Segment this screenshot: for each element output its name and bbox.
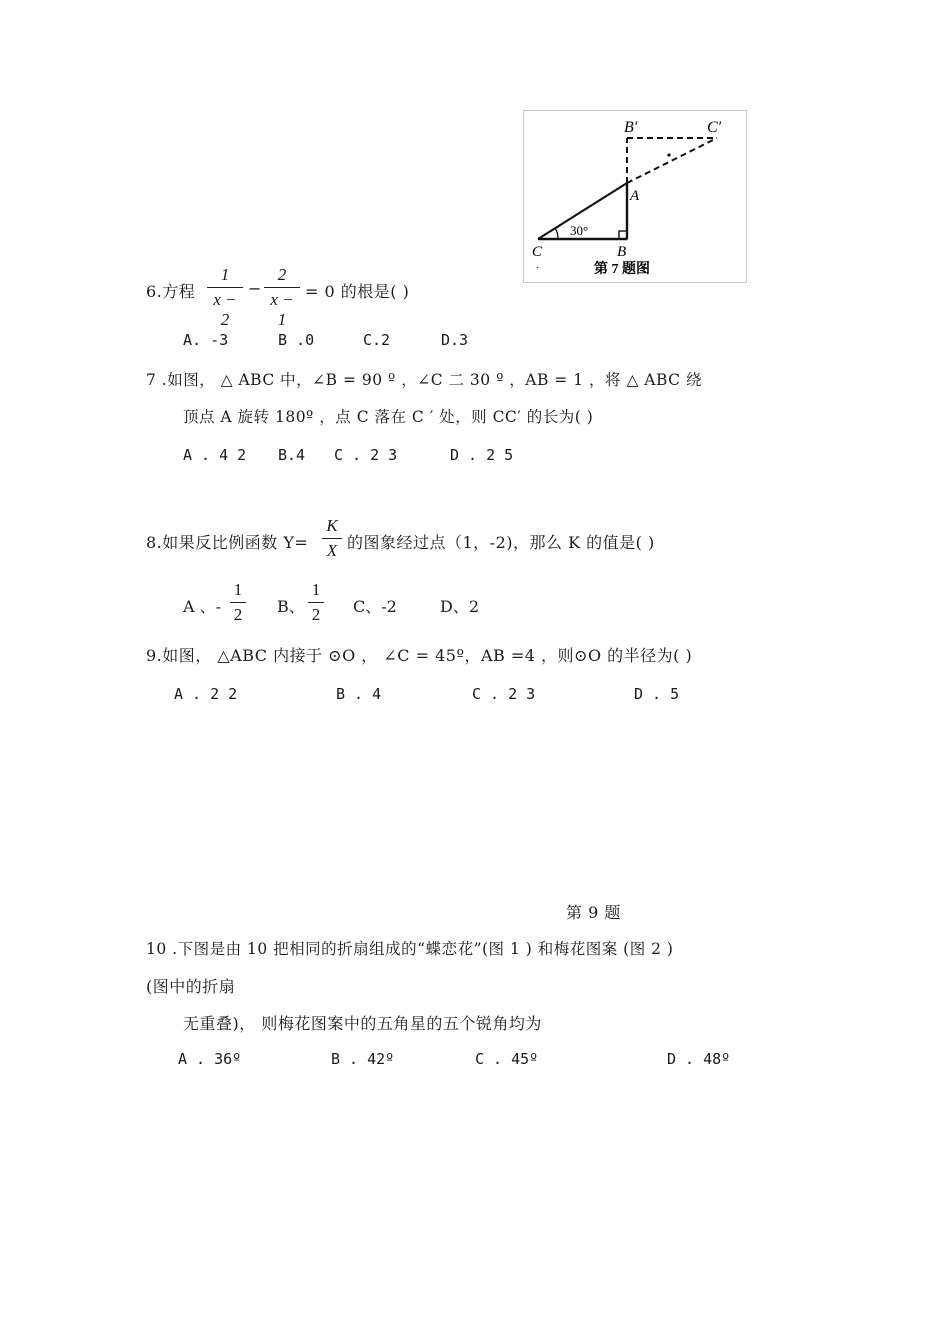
q8-option-b-fraction [308, 580, 324, 625]
q8-suffix: 的图象经过点（1，-2)，那么 K 的值是( ) [347, 533, 655, 552]
q6-option-d: D.3 [441, 331, 469, 349]
dot-small: · [536, 263, 540, 274]
q6-option-a: A. -3 [183, 331, 229, 349]
q10-option-d: D . 48º [667, 1050, 731, 1068]
q6-frac1-den: x − 2 [213, 290, 237, 329]
q6-minus: − [248, 279, 262, 298]
q8-opt-a-num: 1 [233, 580, 243, 599]
label-a: A [630, 188, 640, 204]
label-c-prime: C′ [707, 119, 722, 136]
figure-7-caption: 第 7 题图 [594, 262, 650, 277]
q8-prefix: 8.如果反比例函数 Y= [146, 533, 309, 552]
q8-option-a-fraction [230, 580, 246, 625]
q7-option-d: D . 2 5 [450, 446, 514, 464]
q8-frac-num: K [326, 516, 338, 535]
q7-option-a: A . 4 2 [183, 446, 247, 464]
angle-arc [555, 228, 558, 239]
dot-mark [667, 153, 670, 156]
q8-opt-b-num: 1 [311, 580, 321, 599]
label-c: C [532, 244, 543, 260]
q10-option-a: A . 36º [178, 1050, 242, 1068]
q9-option-a: A . 2 2 [174, 685, 238, 703]
q9-option-d: D . 5 [634, 685, 680, 703]
q6-frac1-num: 1 [220, 265, 230, 284]
figure-7 [523, 110, 747, 283]
q6-prefix: 6.方程 [146, 282, 196, 301]
q8-fraction [322, 516, 342, 561]
q9-option-b: B . 4 [336, 685, 382, 703]
angle-label: 30° [570, 223, 589, 238]
q6-suffix: = 0 的根是( ) [305, 282, 410, 301]
q6-frac2-num: 2 [277, 265, 287, 284]
q8-option-d: D、2 [440, 597, 480, 616]
q8-frac-den: X [326, 541, 338, 560]
q8-opt-b-den: 2 [311, 605, 321, 624]
q7-option-b: B.4 [278, 446, 306, 464]
q8-option-b-prefix: B、 [277, 597, 305, 616]
q7-line-1: 7 .如图， △ ABC 中，∠B = 90 º ，∠C 二 30 º ，AB = 1 ，将 △ ABC 绕 [146, 371, 702, 389]
q9-caption: 第 9 题 [566, 903, 621, 922]
label-b-prime: B′ [624, 119, 638, 136]
q6-frac2-den: x − 1 [270, 290, 294, 329]
q7-line-2: 顶点 A 旋转 180º ，点 C 落在 C ′ 处，则 CC′ 的长为( ) [183, 408, 594, 426]
label-b: B [617, 244, 627, 260]
triangle-rotation-diagram [524, 111, 746, 282]
q9-text: 9.如图， △ABC 内接于 ⊙O ， ∠C = 45º，AB =4 ，则⊙O 的半径为( ) [146, 646, 693, 665]
q8-option-c: C、-2 [353, 597, 397, 616]
q6-fraction-1 [207, 265, 243, 330]
q10-line-3: 无重叠)， 则梅花图案中的五角星的五个锐角均为 [183, 1014, 542, 1033]
q10-option-b: B . 42º [331, 1050, 395, 1068]
q6-fraction-2 [264, 265, 300, 330]
q6-option-c: C.2 [363, 331, 391, 349]
q8-option-a-prefix: A 、- [183, 597, 222, 616]
q6-option-b: B .0 [278, 331, 315, 349]
q9-option-c: C . 2 3 [472, 685, 536, 703]
q10-line-2: (图中的折扇 [146, 977, 236, 996]
q8-opt-a-den: 2 [233, 605, 243, 624]
q10-option-c: C . 45º [475, 1050, 539, 1068]
segment-a-c-prime [627, 138, 717, 183]
q10-line-1: 10 .下图是由 10 把相同的折扇组成的“蝶恋花”(图 1 ) 和梅花图案 (图 2 ) [146, 940, 674, 958]
q7-option-c: C . 2 3 [334, 446, 398, 464]
